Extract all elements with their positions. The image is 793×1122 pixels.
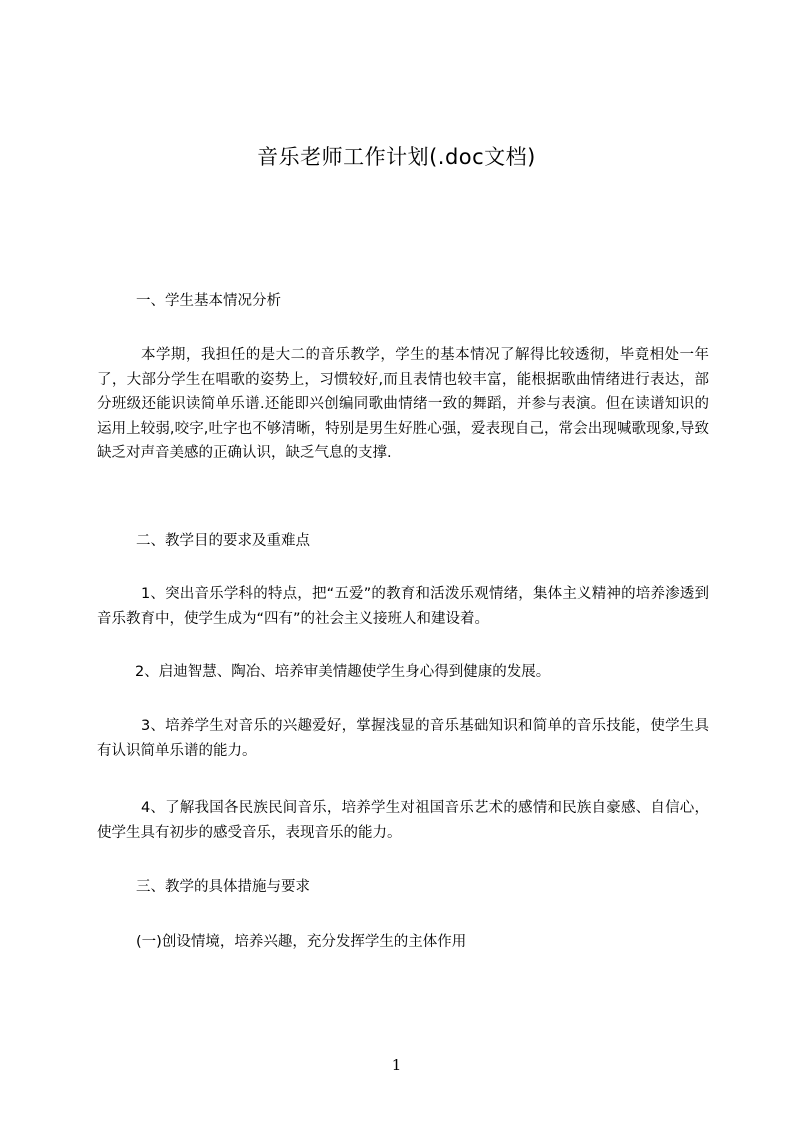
page-number: 1 bbox=[391, 1056, 402, 1074]
paragraph-student-analysis: 本学期，我担任的是大二的音乐教学，学生的基本情况了解得比较透彻，毕竟相处一年了，大部分学生在唱歌的姿势上，习惯较好,而且表情也较丰富，能根据歌曲情绪进行表达，部分班级还能识读简单乐谱.还能即兴创编同歌曲情绪一致的舞蹈，并参与表演。但在读谱知识的运用上较弱,咬字,吐字也不够清晰，特别是男生好胜心强，爱表现自己，常会出现喊歌现象,导致缺乏对声音美感的正确认识，缺乏气息的支撑. bbox=[97, 347, 709, 462]
subsection-heading-1: (一)创设情境，培养兴趣，充分发挥学生的主体作用 bbox=[136, 934, 467, 950]
paragraph-goal-4: 4、了解我国各民族民间音乐，培养学生对祖国音乐艺术的感情和民族自豪感、自信心，使学生具有初步的感受音乐，表现音乐的能力。 bbox=[97, 800, 709, 841]
paragraph-goal-1: 1、突出音乐学科的特点，把“五爱”的教育和活泼乐观情绪，集体主义精神的培养渗透到音乐教育中，使学生成为“四有”的社会主义接班人和建设着。 bbox=[97, 586, 709, 627]
section-heading-measures: 三、教学的具体措施与要求 bbox=[136, 879, 310, 895]
document-title: 音乐老师工作计划(.doc文档) bbox=[257, 145, 536, 169]
section-heading-teaching-goals: 二、教学目的要求及重难点 bbox=[136, 533, 310, 549]
section-heading-student-analysis: 一、学生基本情况分析 bbox=[136, 293, 281, 309]
paragraph-goal-3: 3、培养学生对音乐的兴趣爱好，掌握浅显的音乐基础知识和简单的音乐技能，使学生具有认识简单乐谱的能力。 bbox=[97, 718, 709, 759]
paragraph-goal-2: 2、启迪智慧、陶冶、培养审美情趣使学生身心得到健康的发展。 bbox=[135, 664, 551, 680]
